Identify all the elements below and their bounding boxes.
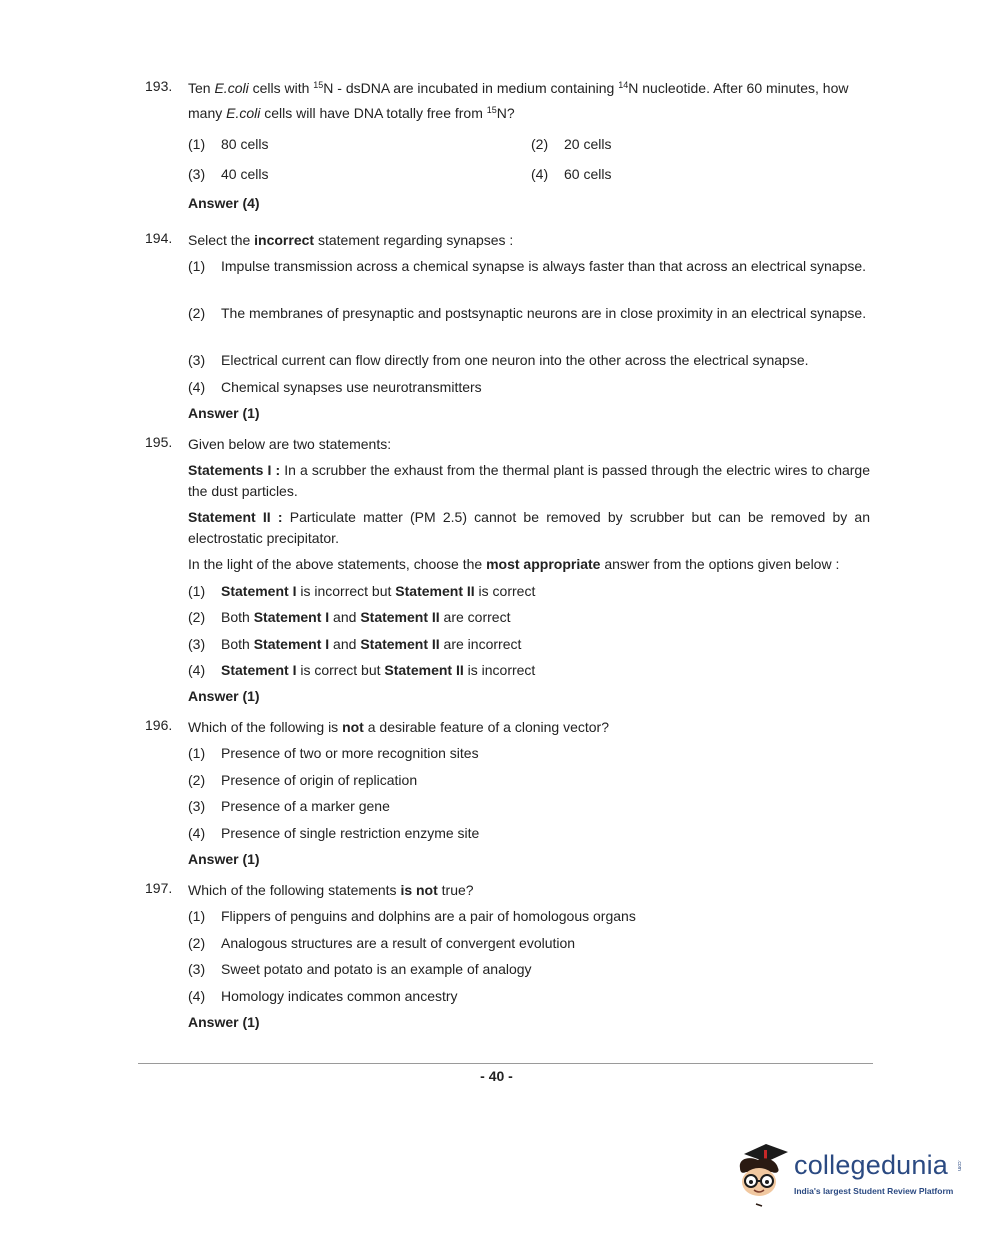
question-number: 195. — [145, 434, 173, 450]
option-2: (2) Both Statement I and Statement II are correct — [188, 609, 511, 625]
option-4: (4) 60 cells — [531, 166, 612, 182]
question-stem-line2: many E.coli cells will have DNA totally free from $^{15}$N? — [188, 105, 515, 121]
option-1: (1) 80 cells — [188, 136, 269, 152]
graduate-mascot-icon — [736, 1138, 792, 1210]
option-4: (4) Presence of single restriction enzyme site — [188, 825, 480, 841]
page-number: - 40 - — [480, 1068, 513, 1084]
option-3: (3) Presence of a marker gene — [188, 798, 390, 814]
option-2: (2) 20 cells — [531, 136, 612, 152]
question-stem: Which of the following is not a desirable feature of a cloning vector? — [188, 719, 609, 735]
option-2: (2) Presence of origin of replication — [188, 772, 418, 788]
question-stem: Select the incorrect statement regarding synapses : — [188, 232, 514, 248]
option-4: (4) Chemical synapses use neurotransmitters — [188, 379, 482, 395]
option-2: (2) The membranes of presynaptic and postsynaptic neurons are in close proximity in an electrical synapse. — [188, 305, 867, 321]
option-4: (4) Statement I is correct but Statement II is incorrect — [188, 662, 536, 678]
question-number: 193. — [145, 78, 173, 94]
option-3: (3) 40 cells — [188, 166, 269, 182]
question-number: 196. — [145, 717, 173, 733]
answer: Answer (1) — [188, 405, 260, 421]
answer: Answer (1) — [188, 1014, 260, 1030]
brand-domain: .com — [956, 1160, 962, 1171]
question-number: 197. — [145, 880, 173, 896]
option-3: (3) Sweet potato and potato is an example of analogy — [188, 961, 532, 977]
question-stem: Given below are two statements: — [188, 436, 392, 452]
brand-tagline: India's largest Student Review Platform — [794, 1186, 954, 1196]
question-stem: Ten E.coli cells with $^{15}$N - dsDNA are incubated in medium containing $^{14}$N nucleotide. After 60 minutes, how — [188, 80, 849, 96]
option-1: (1) Flippers of penguins and dolphins are a pair of homologous organs — [188, 908, 636, 924]
collegedunia-logo — [736, 1138, 966, 1210]
answer: Answer (1) — [188, 851, 260, 867]
answer: Answer (4) — [188, 195, 260, 211]
instruction: In the light of the above statements, choose the most appropriate answer from the options given below : — [188, 556, 840, 572]
option-2: (2) Analogous structures are a result of convergent evolution — [188, 935, 576, 951]
option-1: (1) Statement I is incorrect but Statement II is correct — [188, 583, 536, 599]
statement-1: Statements I : In a scrubber the exhaust from the thermal plant is passed through the electric wires to charge the dust particles. — [188, 462, 870, 499]
brand-name: collegedunia — [794, 1150, 949, 1180]
footer-divider — [138, 1063, 873, 1064]
option-3: (3) Both Statement I and Statement II are incorrect — [188, 636, 522, 652]
option-1: (1) Presence of two or more recognition sites — [188, 745, 479, 761]
question-number: 194. — [145, 230, 173, 246]
statement-2: Statement II : Particulate matter (PM 2.5) cannot be removed by scrubber but can be removed by an electrostatic precipitator. — [188, 509, 871, 546]
answer: Answer (1) — [188, 688, 260, 704]
option-3: (3) Electrical current can flow directly from one neuron into the other across the electrical synapse. — [188, 352, 809, 368]
option-4: (4) Homology indicates common ancestry — [188, 988, 458, 1004]
option-1: (1) Impulse transmission across a chemical synapse is always faster than that across an electrical synapse. — [188, 258, 867, 274]
question-stem: Which of the following statements is not true? — [188, 882, 474, 898]
